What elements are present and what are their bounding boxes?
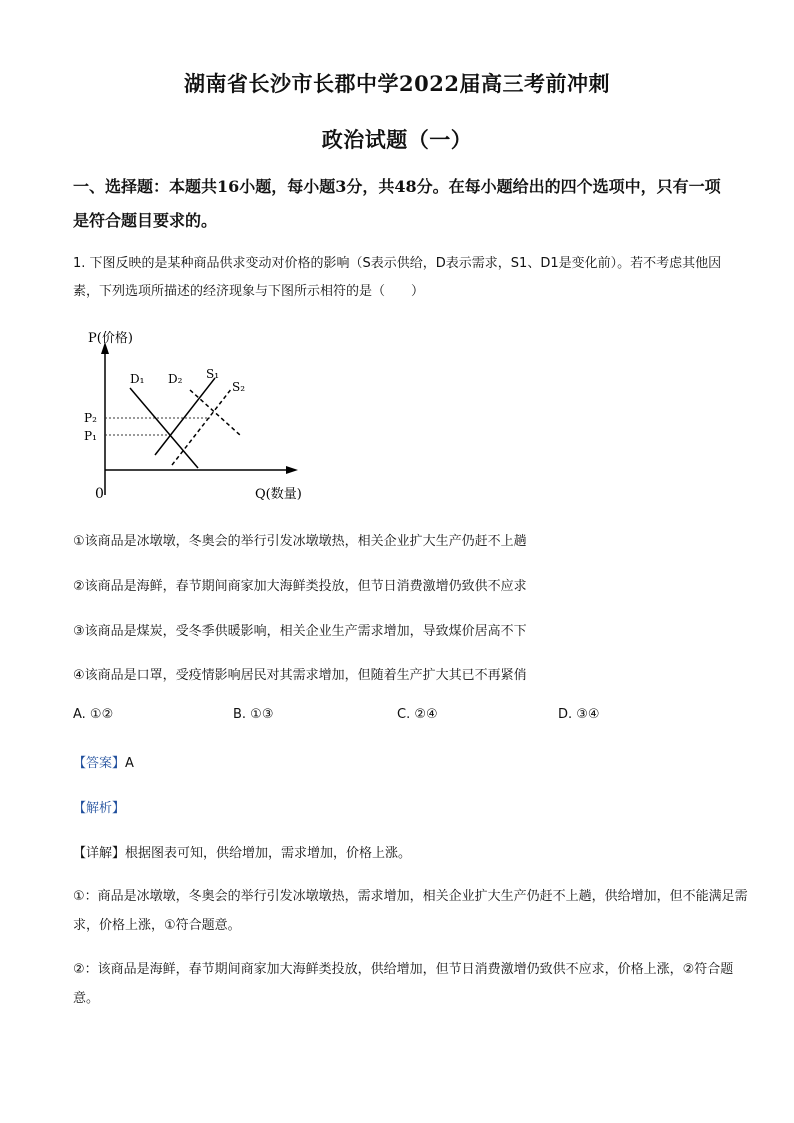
option-b: B. ①③	[233, 707, 274, 722]
explanation-1: ①：商品是冰墩墩，冬奥会的举行引发冰墩墩热，需求增加，相关企业扩大生产仍赶不上趟，供给增加，但不能满足需求，价格上涨，①符合题意。	[73, 889, 748, 933]
x-axis-label: Q(数量)	[255, 487, 302, 502]
detail-tag: 【详解】	[73, 846, 126, 861]
detail-line	[73, 842, 411, 861]
answer-tag: 【答案】	[73, 756, 126, 771]
answer-value: A	[125, 756, 134, 771]
y-axis-label: P(价格)	[88, 331, 133, 346]
analysis-line	[73, 797, 125, 816]
section-heading: 一、选择题：本题共16小题，每小题3分，共48分。在每小题给出的四个选项中，只有一项是符合题目要求的。	[73, 177, 721, 230]
d2-curve	[190, 390, 240, 435]
x-axis-arrow	[286, 466, 298, 474]
d1-label: D₁	[130, 372, 145, 386]
paper-title: 湖南省长沙市长郡中学2022届高三考前冲刺	[184, 71, 610, 96]
analysis-tag: 【解析】	[73, 801, 126, 816]
paper-subtitle: 政治试题（一）	[321, 127, 473, 152]
answer-line	[73, 752, 134, 771]
s1-curve	[155, 378, 215, 455]
origin-label: 0	[95, 486, 104, 502]
supply-demand-chart	[80, 320, 320, 510]
option-a: A. ①②	[73, 707, 114, 722]
option-c: C. ②④	[397, 707, 438, 722]
s1-label: S₁	[206, 367, 220, 381]
question-stem: 1. 下图反映的是某种商品供求变动对价格的影响（S表示供给，D表示需求，S1、D1是变化前）。若不考虑其他因素，下列选项所描述的经济现象与下图所示相符的是（ ）	[73, 256, 722, 299]
d2-label: D₂	[168, 372, 183, 386]
statement-2: ②该商品是海鲜，春节期间商家加大海鲜类投放，但节日消费激增仍致供不应求	[73, 579, 527, 594]
s2-curve	[172, 388, 232, 465]
s2-label: S₂	[232, 380, 246, 394]
statement-4: ④该商品是口罩，受疫情影响居民对其需求增加，但随着生产扩大其已不再紧俏	[73, 668, 527, 683]
p2-label: P₂	[84, 411, 97, 425]
option-d: D. ③④	[558, 707, 600, 722]
p1-label: P₁	[84, 429, 97, 443]
d1-curve	[130, 388, 198, 468]
explanation-2: ②：该商品是海鲜，春节期间商家加大海鲜类投放，供给增加，但节日消费激增仍致供不应求，价格上涨，②符合题意。	[73, 962, 734, 1006]
detail-text: 根据图表可知，供给增加，需求增加，价格上涨。	[125, 846, 412, 861]
statement-3: ③该商品是煤炭，受冬季供暖影响，相关企业生产需求增加，导致煤价居高不下	[73, 624, 527, 639]
statement-1: ①该商品是冰墩墩，冬奥会的举行引发冰墩墩热，相关企业扩大生产仍赶不上趟	[73, 534, 527, 549]
